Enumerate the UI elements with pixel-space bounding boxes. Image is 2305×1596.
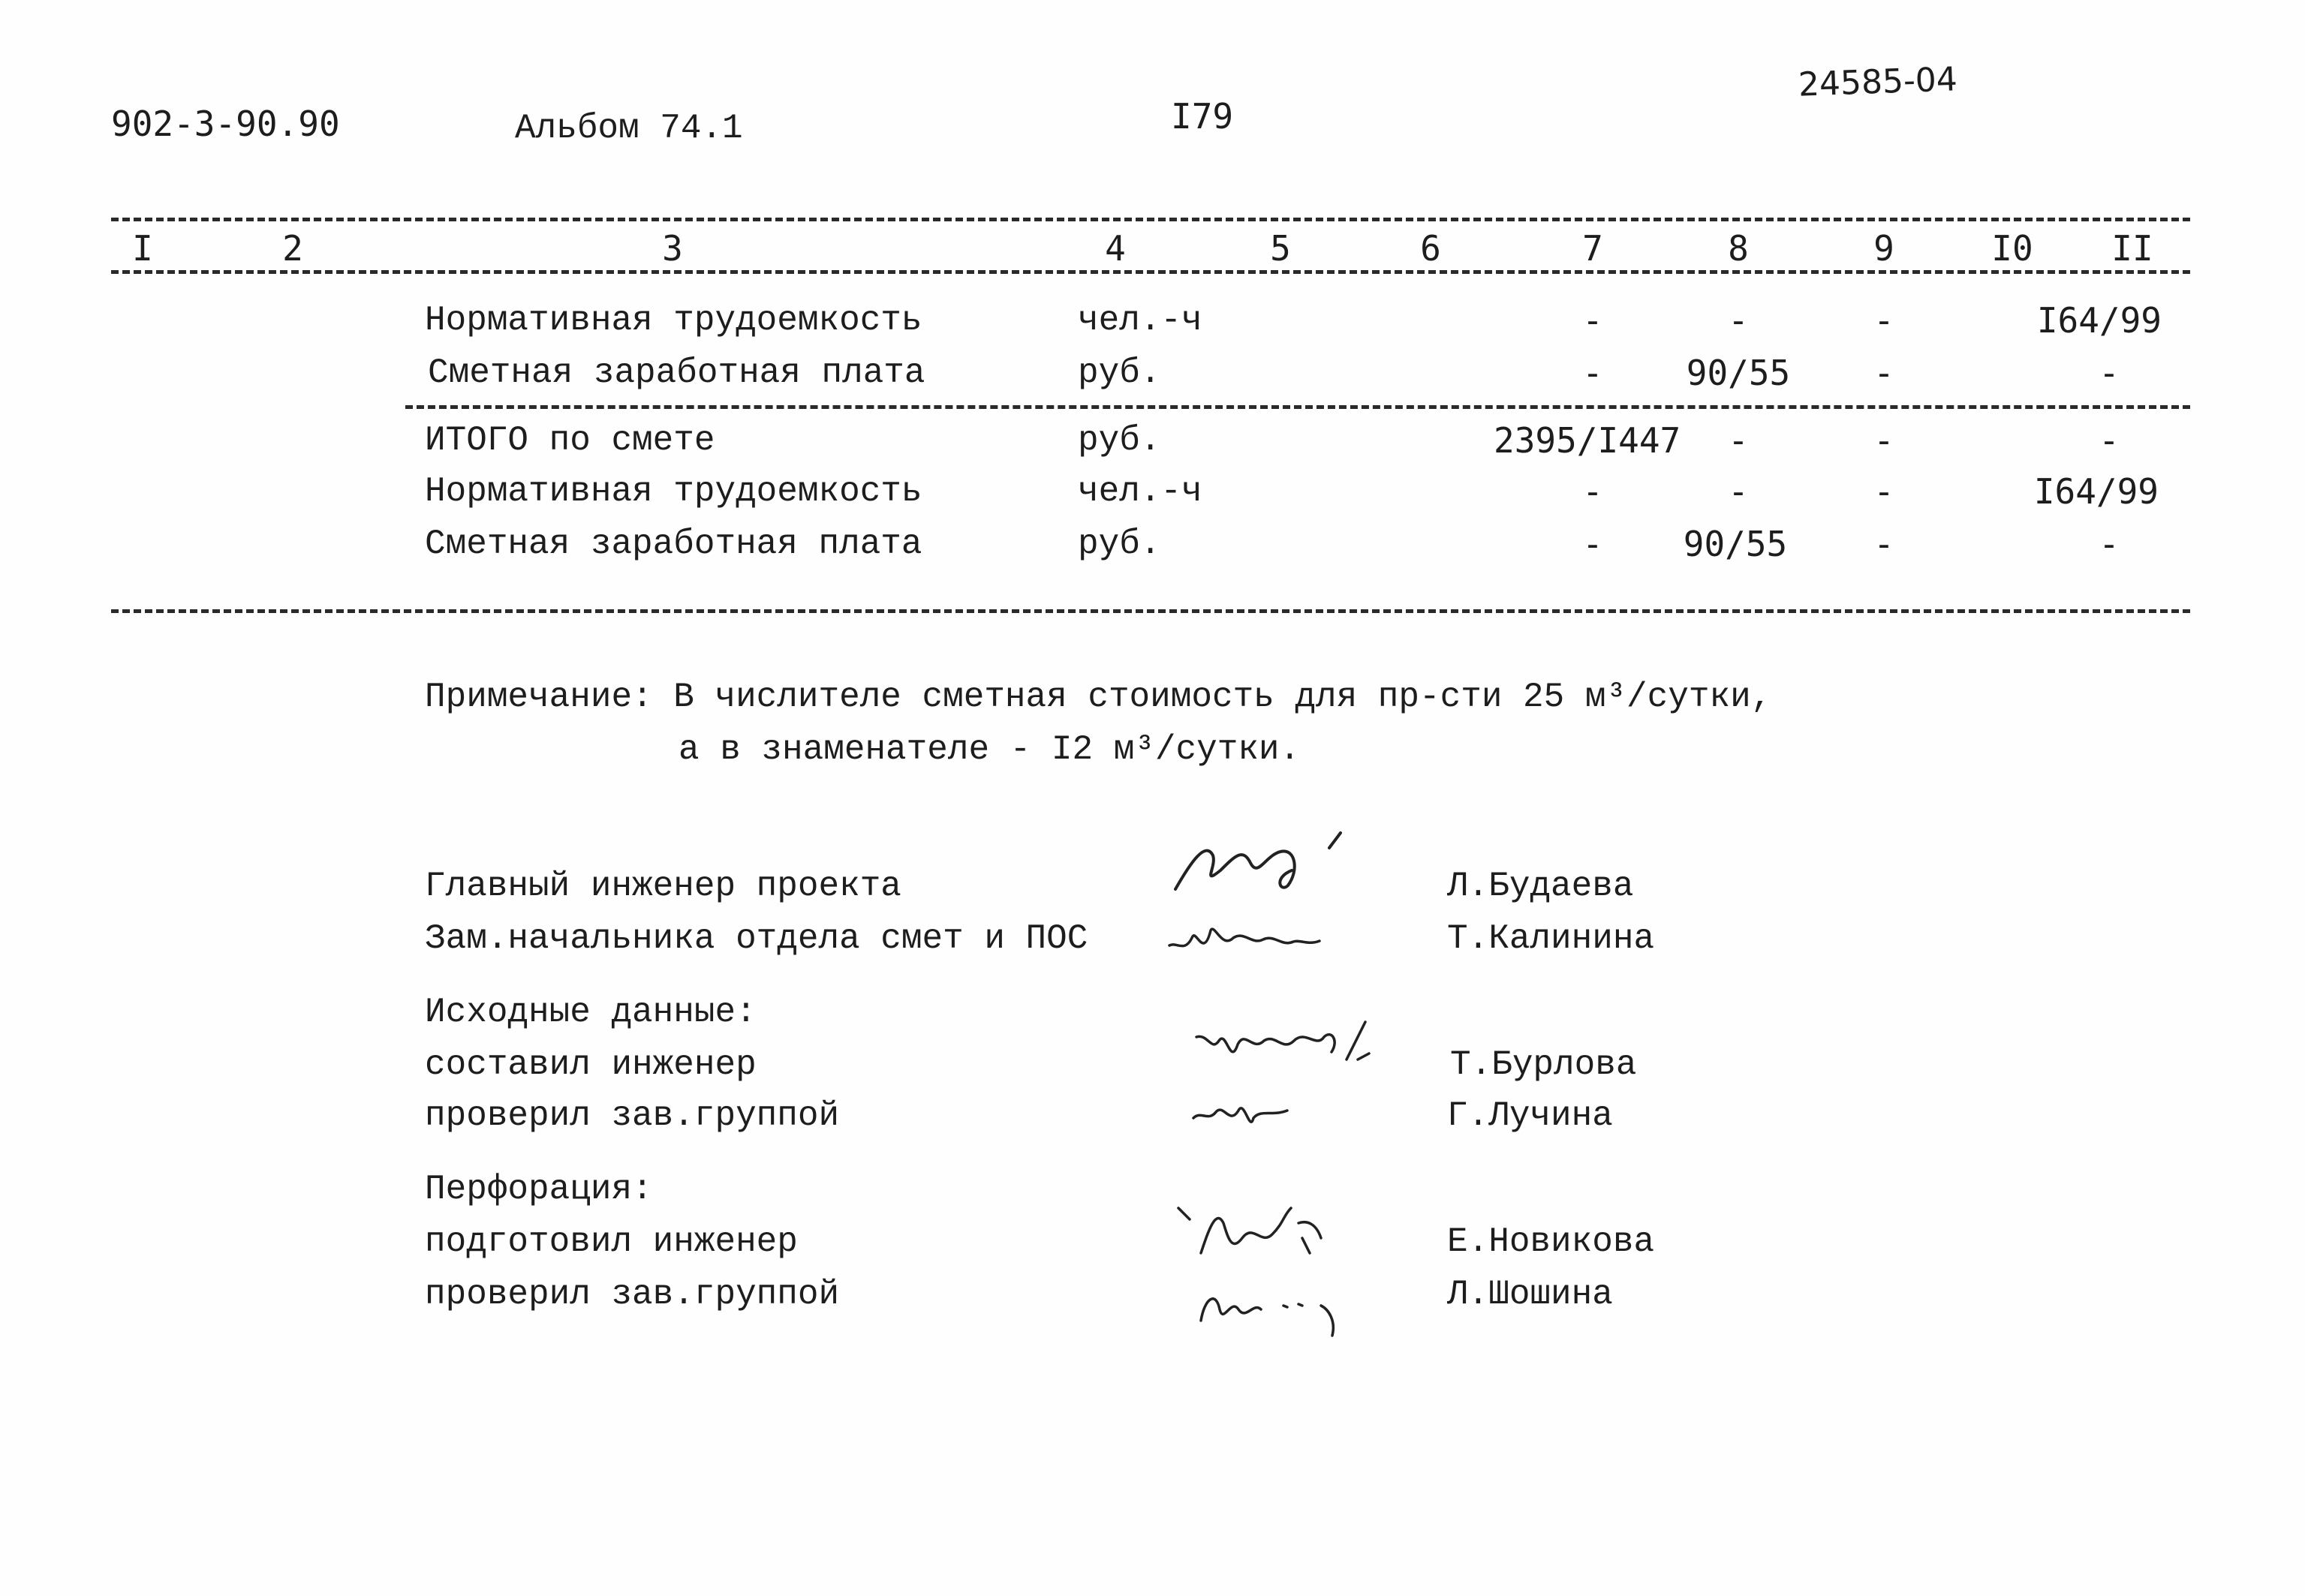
column-header: 4 [1105, 228, 1126, 269]
signature-budaeva [1168, 818, 1363, 900]
cell-col11: - [2099, 420, 2120, 461]
cell-col8: - [1728, 471, 1749, 512]
album-label: Альбом 74.1 [515, 109, 743, 148]
table-bottom-rule [111, 609, 2190, 613]
cell-col11: I64/99 [2036, 300, 2162, 341]
cell-col11: - [2099, 353, 2120, 393]
signature-novikova [1171, 1193, 1344, 1268]
column-header: II [2111, 228, 2153, 269]
column-header: 6 [1420, 228, 1441, 269]
cell-col9: - [1873, 300, 1894, 341]
checked-label: проверил зав.группой [425, 1096, 840, 1135]
row-unit: чел.-ч [1078, 301, 1202, 340]
column-header: I [132, 228, 153, 269]
row-name: ИТОГО по смете [425, 421, 715, 460]
subtotal-rule [405, 405, 2190, 409]
cell-col8: 90/55 [1686, 353, 1791, 393]
doc-code: 902-3-90.90 [111, 104, 340, 144]
cell-col7: - [1582, 524, 1603, 564]
column-header: 5 [1270, 228, 1291, 269]
checked2-name: Л.Шошина [1447, 1275, 1613, 1314]
checked-name: Г.Лучина [1447, 1096, 1613, 1135]
deputy-label: Зам.начальника отдела смет и ПОС [425, 919, 1088, 958]
cell-col11: - [2099, 524, 2120, 564]
row-unit: чел.-ч [1078, 472, 1202, 511]
checked2-label: проверил зав.группой [425, 1275, 840, 1314]
row-name: Нормативная трудоемкость [425, 472, 922, 511]
cell-col7: - [1582, 471, 1603, 512]
column-header: I0 [1991, 228, 2033, 269]
compiled-label: составил инженер [425, 1045, 757, 1084]
prepared-label: подготовил инженер [425, 1222, 798, 1261]
cell-col8: - [1728, 300, 1749, 341]
column-header: 9 [1873, 228, 1894, 269]
row-unit: руб. [1078, 524, 1161, 564]
chief-engineer-label: Главный инженер проекта [425, 867, 901, 906]
row-name: Сметная заработная плата [428, 353, 925, 392]
row-unit: руб. [1078, 353, 1161, 392]
cell-col9: - [1873, 420, 1894, 461]
signature-shoshina [1186, 1268, 1359, 1343]
cell-col9: - [1873, 524, 1894, 564]
prepared-name: Е.Новикова [1447, 1222, 1655, 1261]
row-name: Сметная заработная плата [425, 524, 922, 564]
note-line-2: а в знаменателе - I2 м³/сутки. [679, 730, 1301, 769]
column-header: 7 [1582, 228, 1603, 269]
source-data-heading: Исходные данные: [425, 993, 757, 1032]
signature-kalinina [1162, 908, 1342, 968]
row-name: Нормативная трудоемкость [425, 301, 922, 340]
column-header: 8 [1728, 228, 1749, 269]
page-number: I79 [1171, 96, 1234, 137]
column-header: 2 [282, 228, 303, 269]
column-header: 3 [662, 228, 683, 269]
row-unit: руб. [1078, 421, 1161, 460]
cell-col8: 90/55 [1683, 524, 1788, 564]
handwritten-archive-number: 24585-04 [1798, 60, 1958, 104]
compiled-name: Т.Бурлова [1450, 1045, 1637, 1084]
deputy-name: Т.Калинина [1447, 919, 1655, 958]
cell-col7: 2395/I447 [1494, 420, 1681, 461]
cell-col9: - [1873, 471, 1894, 512]
perforation-heading: Перфорация: [425, 1170, 653, 1209]
table-header-rule [111, 270, 2190, 274]
cell-col7: - [1582, 353, 1603, 393]
note-line-1: Примечание: В числителе сметная стоимость для пр-сти 25 м³/сутки, [425, 678, 1772, 717]
signature-burlova [1189, 1007, 1384, 1082]
cell-col9: - [1873, 353, 1894, 393]
cell-col8: - [1728, 420, 1749, 461]
cell-col7: - [1582, 300, 1603, 341]
cell-col11: I64/99 [2033, 471, 2159, 512]
table-top-rule [111, 218, 2190, 221]
signature-luchina [1186, 1081, 1306, 1141]
chief-engineer-name: Л.Будаева [1447, 867, 1634, 906]
